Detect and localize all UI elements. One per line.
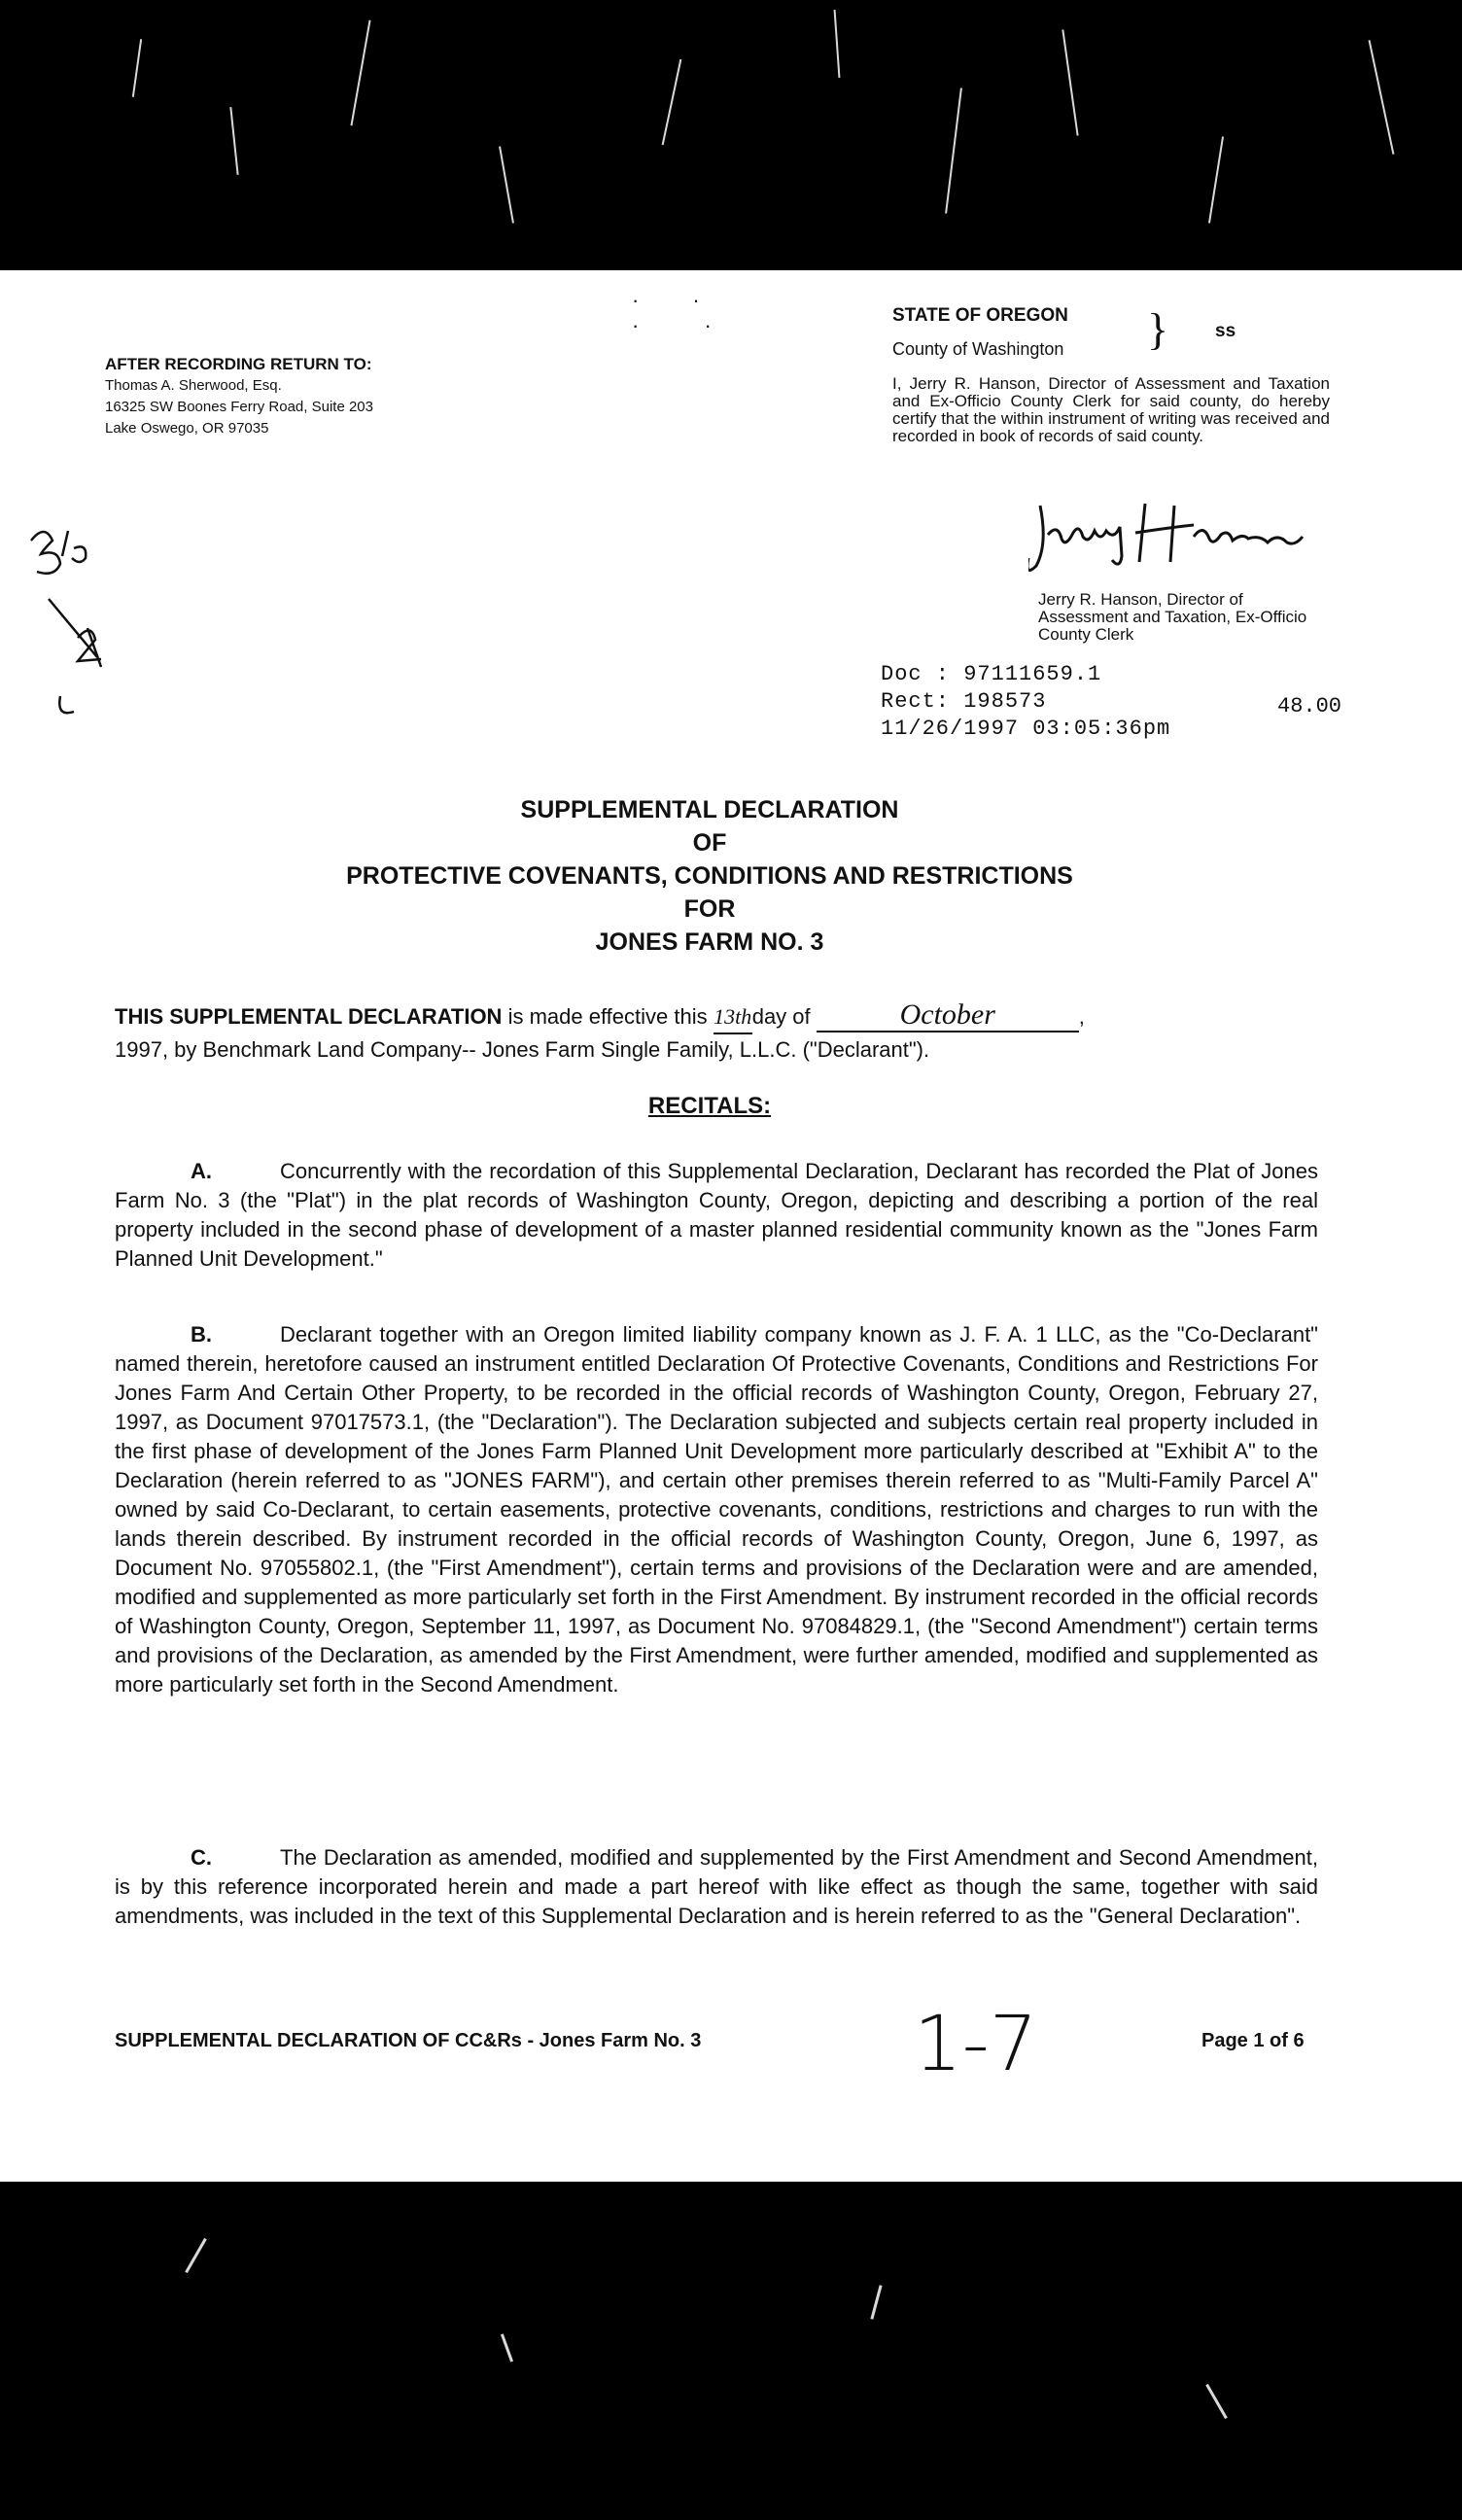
return-address-block [105,354,373,439]
title-line: SUPPLEMENTAL DECLARATION [520,796,899,823]
brace-mark: } [1147,304,1169,354]
recording-fee: 48.00 [1277,694,1342,718]
recital-label: C. [191,1845,212,1870]
effective-rest: 1997, by Benchmark Land Company-- Jones Farm Single Family, L.L.C. ("Declarant"). [115,1037,930,1062]
recital-text: The Declaration as amended, modified and supplemented by the First Amendment and Second Amendment, is by this reference incorporated herein and made a part hereof with like effect as though the same, together with said amendments, was included in the text of this Supplemental Declaration and is herein referred to as the "General Declaration". [115,1845,1318,1928]
certification-text: I, Jerry R. Hanson, Director of Assessment and Taxation and Ex-Officio County Clerk for said county, do hereby certify that the within instrument of writing was received and recorded in book of records of said county. [892,374,1330,445]
title-line: FOR [683,895,736,923]
receipt-number: Rect: 198573 [881,689,1047,714]
recital-text: Declarant together with an Oregon limited liability company known as J. F. A. 1 LLC, as the "Co-Declarant" named therein, heretofore caused an instrument entitled Declaration Of Protective Covenants, Conditions and Restrictions For Jones Farm And Certain Other Property, to be recorded in the official records of Washington County, Oregon, February 27, 1997, as Document 97017573.1, (the "Declaration"). The Declaration subjected and subjects certain real property included in the first phase of development of the Jones Farm Planned Unit Development more particularly described at "Exhibit A" to the Declaration (herein referred to as "JONES FARM"), and certain other premises therein referred to as "Multi-Family Parcel A" owned by said Co-Declarant, to certain easements, protective covenants, conditions, restrictions and charges to run with the lands therein described. By instrument recorded in the official records of Washington County, Oregon, June 6, 1997, as Document No. 97055802.1, (the "First Amendment"), certain terms and provisions of the Declaration were and are amended, modified and supplemented as more particularly set forth in the First Amendment. By instrument recorded in the official records of Washington County, Oregon, September 11, 1997, as Document No. 97084829.1, (the "Second Amendment") certain terms and provisions of the Declaration, as amended by the First Amendment, were further amended, modified and supplemented as more particularly set forth in the Second Amendment. [115,1322,1318,1697]
recital-label: A. [191,1159,212,1183]
recital-paragraph-a [115,1157,1318,1274]
state-label: STATE OF OREGON [892,305,1068,326]
recitals-heading: RECITALS: [647,1093,772,1119]
return-name: Thomas A. Sherwood, Esq. [105,377,282,394]
recital-paragraph-c [115,1843,1318,1931]
doc-number: Doc : 97111659.1 [881,662,1102,686]
effective-month: October [817,999,1079,1032]
recital-label: B. [191,1322,212,1347]
effective-day: 13th [714,1001,752,1034]
page-number: Page 1 of 6 [1201,2030,1305,2051]
recording-info [881,661,1170,743]
clerk-signature [1028,496,1310,583]
recital-text: Concurrently with the recordation of this Supplemental Declaration, Declarant has recorded the Plat of Jones Farm No. 3 (the "Plat") in the plat records of Washington County, Oregon, depicting and describing a portion of the real property included in the second phase of development of a master planned residential community known as the "Jones Farm Planned Unit Development." [115,1159,1318,1271]
effective-lead: THIS SUPPLEMENTAL DECLARATION [115,1004,503,1029]
return-city: Lake Oswego, OR 97035 [105,420,269,437]
clerk-signer: Jerry R. Hanson, Director of Assessment and Taxation, Ex-Officio County Clerk [1038,590,1307,644]
effective-dayof: day of [751,1004,817,1029]
document-title [0,793,1419,959]
recital-paragraph-b [115,1320,1318,1699]
effective-statement: THIS SUPPLEMENTAL DECLARATION is made effective this 13thday of October , 1997, by Benchmark Land Company-- Jones Farm Single Family, L.L.C. ("Declarant"). [115,998,1085,1062]
margin-handwriting [19,511,126,735]
title-line: JONES FARM NO. 3 [595,928,824,956]
title-line: OF [692,829,727,857]
handwritten-page-mark: 1-7 [914,2001,1038,2088]
scan-speckles: · · · · [632,288,712,337]
return-heading: AFTER RECORDING RETURN TO: [105,355,372,373]
state-county-block [892,299,1068,366]
return-street: 16325 SW Boones Ferry Road, Suite 203 [105,399,373,415]
county-label: County of Washington [892,339,1064,359]
recording-datetime: 11/26/1997 03:05:36pm [881,717,1171,741]
ss-label: ss [1215,321,1236,341]
title-line: PROTECTIVE COVENANTS, CONDITIONS AND RESTRICTIONS [346,862,1073,890]
footer-title: SUPPLEMENTAL DECLARATION OF CC&Rs - Jones Farm No. 3 [115,2030,702,2051]
effective-mid: is made effective this [502,1004,714,1029]
document-page [0,270,1462,2182]
